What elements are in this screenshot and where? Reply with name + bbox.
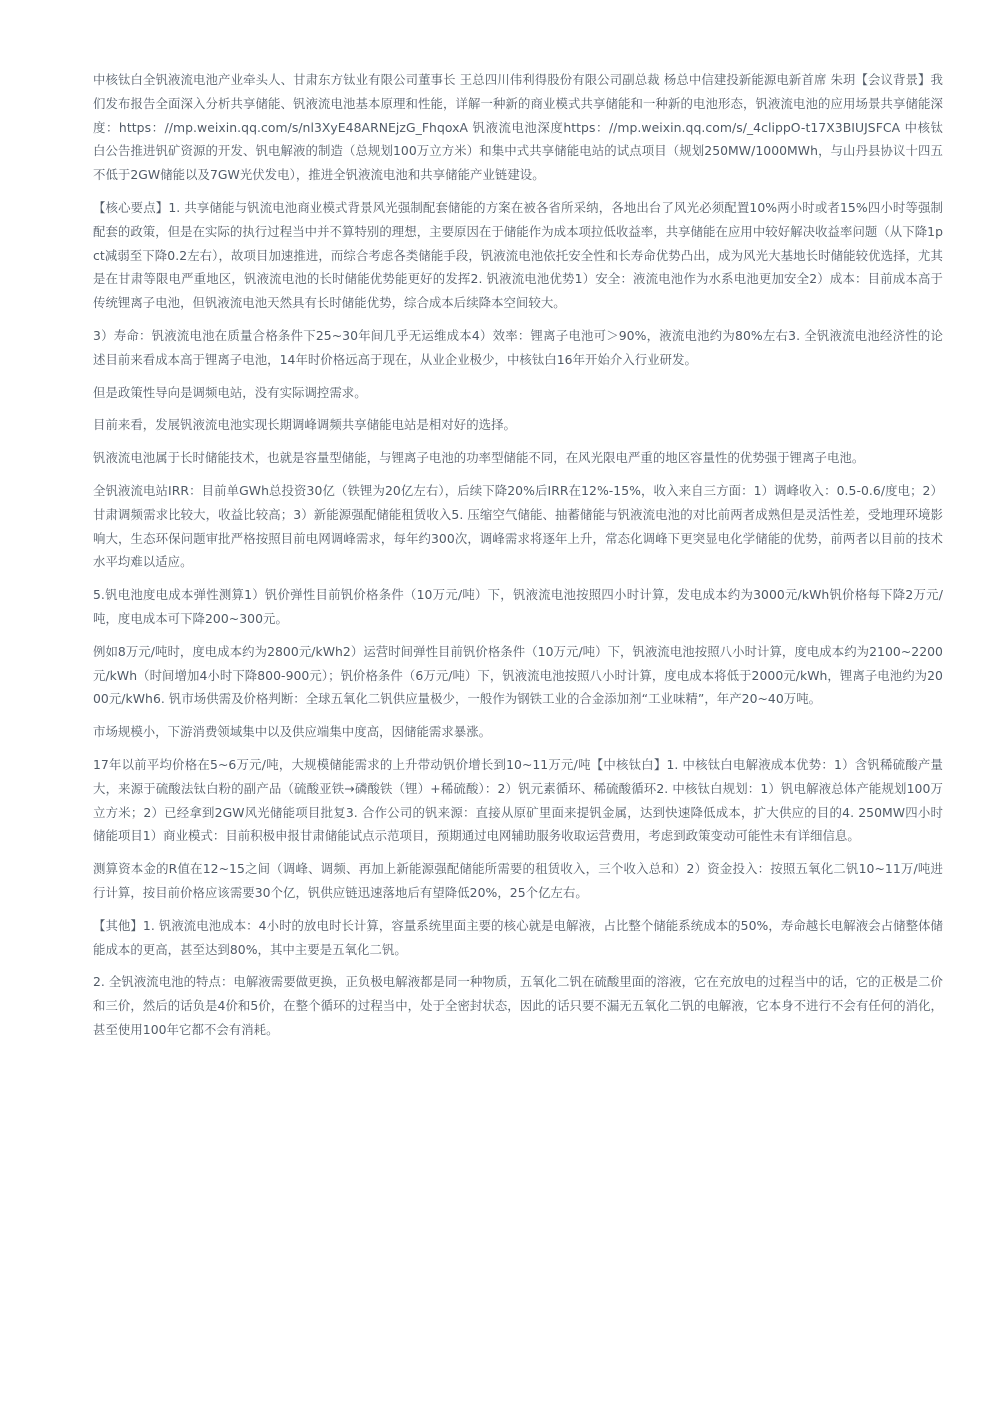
paragraph-company-plan: 17年以前平均价格在5~6万元/吨，大规模储能需求的上升带动钒价增长到10~11万元/吨【中核钛白】1. 中核钛白电解液成本优势：1）含钒稀硫酸产量大，来源于硫酸法钛白粉的副产品（硫酸亚铁→磷酸铁（锂）+稀硫酸）：2）钒元素循环、稀硫酸循环2. 中核钛白规划：1）钒电解液总体产能规划100万立方米；2）已经拿到2GW风光储能项目批复3. 合作公司的钒来源：直接从原矿里面来提钒金属，达到快速降低成本，扩大供应的目的4. 250MW四小时储能项目1）商业模式：目前积极申报甘肃储能试点示范项目，预期通过电网辅助服务收取运营费用，考虑到政策变动可能性未有详细信息。 (93, 756, 943, 844)
paragraph-current-view: 目前来看，发展钒液流电池实现长期调峰调频共享储能电站是相对好的选择。 (93, 417, 516, 433)
paragraph-other-cost: 【其他】1. 钒液流电池成本：4小时的放电时长计算，容量系统里面主要的核心就是电解液，占比整个储能系统成本的50%，寿命越长电解液会占储整体储能成本的更高，甚至达到80%，其中主要是五氧化二钒。 (93, 917, 943, 957)
paragraph-core-points: 【核心要点】1. 共享储能与钒流电池商业模式背景风光强制配套储能的方案在被各省所采纳，各地出台了风光必须配置10%两小时或者15%四小时等强制配套的政策，但是在实际的执行过程当中并不算特别的理想，主要原因在于储能作为成本项拉低收益率，共享储能在应用中较好解决收益率问题（从下降1pct减弱至下降0.2左右），故项目加速推进，而综合考虑各类储能手段，钒液流电池依托安全性和长寿命优势凸出，成为风光大基地长时储能较优选择，尤其是在甘肃等限电严重地区，钒液流电池的长时储能优势能更好的发挥2. 钒液流电池优势1）安全：液流电池作为水系电池更加安全2）成本：目前成本高于传统锂离子电池，但钒液流电池天然具有长时储能优势，综合成本后续降本空间较大。 (93, 199, 943, 311)
paragraph-market-scale: 市场规模小，下游消费领域集中以及供应端集中度高，因储能需求暴涨。 (93, 724, 492, 740)
paragraph-capital-estimate: 测算资本金的R值在12~15之间（调峰、调频、再加上新能源强配储能所需要的租赁收入，三个收入总和）2）资金投入：按照五氧化二钒10~11万/吨进行计算，按目前价格应该需要30个亿，钒供应链迅速落地后有望降低20%，25个亿左右。 (93, 861, 943, 900)
paragraph-long-duration-storage: 钒液流电池属于长时储能技术，也就是容量型储能，与锂离子电池的功率型储能不同，在风光限电严重的地区容量性的优势强于锂离子电池。 (93, 450, 865, 466)
paragraph-lifespan-efficiency: 3）寿命：钒液流电池在质量合格条件下25~30年间几乎无运维成本4）效率：锂离子电池可＞90%，液流电池约为80%左右3. 全钒液流电池经济性的论述目前来看成本高于锂离子电池，14年时价格远高于现在，从业企业极少，中核钛白16年开始介入行业研发。 (93, 327, 943, 367)
paragraph-policy-orientation: 但是政策性导向是调频电站，没有实际调控需求。 (93, 384, 367, 400)
paragraph-irr: 全钒液流电站IRR：目前单GWh总投资30亿（铁锂为20亿左右），后续下降20%后IRR在12%-15%，收入来自三方面：1）调峰收入：0.5-0.6/度电；2）甘肃调频需求比较大，收益比较高；3）新能源强配储能租赁收入5. 压缩空气储能、抽蓄储能与钒液流电池的对比前两者成熟但是灵活性差，受地理环境影响大，生态环保问题审批严格按照目前电网调峰需求，每年约300次，调峰需求将逐年上升，常态化调峰下更突显电化学储能的优势，前两者以目前的技术水平均难以适应。 (93, 482, 943, 570)
paragraph-cost-elasticity: 5.钒电池度电成本弹性测算1）钒价弹性目前钒价格条件（10万元/吨）下，钒液流电池按照四小时计算，发电成本约为3000元/kWh钒价格每下降2万元/吨，度电成本可下降200~300元。 (93, 587, 943, 626)
paragraph-battery-features: 2. 全钒液流电池的特点：电解液需要做更换，正负极电解液都是同一种物质，五氧化二钒在硫酸里面的溶液，它在充放电的过程当中的话，它的正极是二价和三价，然后的话负是4价和5价，在整个循环的过程当中，处于全密封状态，因此的话只要不漏无五氧化二钒的电解液，它本身不进行不会有任何的消化，甚至使用100年它都不会有消耗。 (93, 974, 943, 1037)
document-body (93, 68, 943, 1051)
paragraph-operating-time: 例如8万元/吨时，度电成本约为2800元/kWh2）运营时间弹性目前钒价格条件（10万元/吨）下，钒液流电池按照八小时计算，度电成本约为2100~2200元/kWh（时间增加4小时下降800-900元）；钒价格条件（6万元/吨）下，钒液流电池按照八小时计算，度电成本将低于2000元/kWh，锂离子电池约为2000元/kWh6. 钒市场供需及价格判断：全球五氧化二钒供应量极少，一般作为钢铁工业的合金添加剂“工业味精”，年产20~40万吨。 (93, 643, 943, 707)
paragraph-intro: 中核钛白全钒液流电池产业牵头人、甘肃东方钛业有限公司董事长 王总四川伟利得股份有限公司副总裁 杨总中信建投新能源电新首席 朱玥【会议背景】我们发布报告全面深入分析共享储能、钒液流电池基本原理和性能，详解一种新的商业模式共享储能和一种新的电池形态，钒液流电池的应用场景共享储能深度：https：//mp.weixin.qq.com/s/nl3XyE48ARNEjzG_FhqoxA 钒液流电池深度https：//mp.weixin.qq.com/s/_4clippO-t17X3BIUJSFCA 中核钛白公告推进钒矿资源的开发、钒电解液的制造（总规划100万立方米）和集中式共享储能电站的试点项目（规划250MW/1000MWh，与山丹县协议十四五不低于2GW储能以及7GW光伏发电），推进全钒液流电池和共享储能产业链建设。 (93, 72, 943, 183)
